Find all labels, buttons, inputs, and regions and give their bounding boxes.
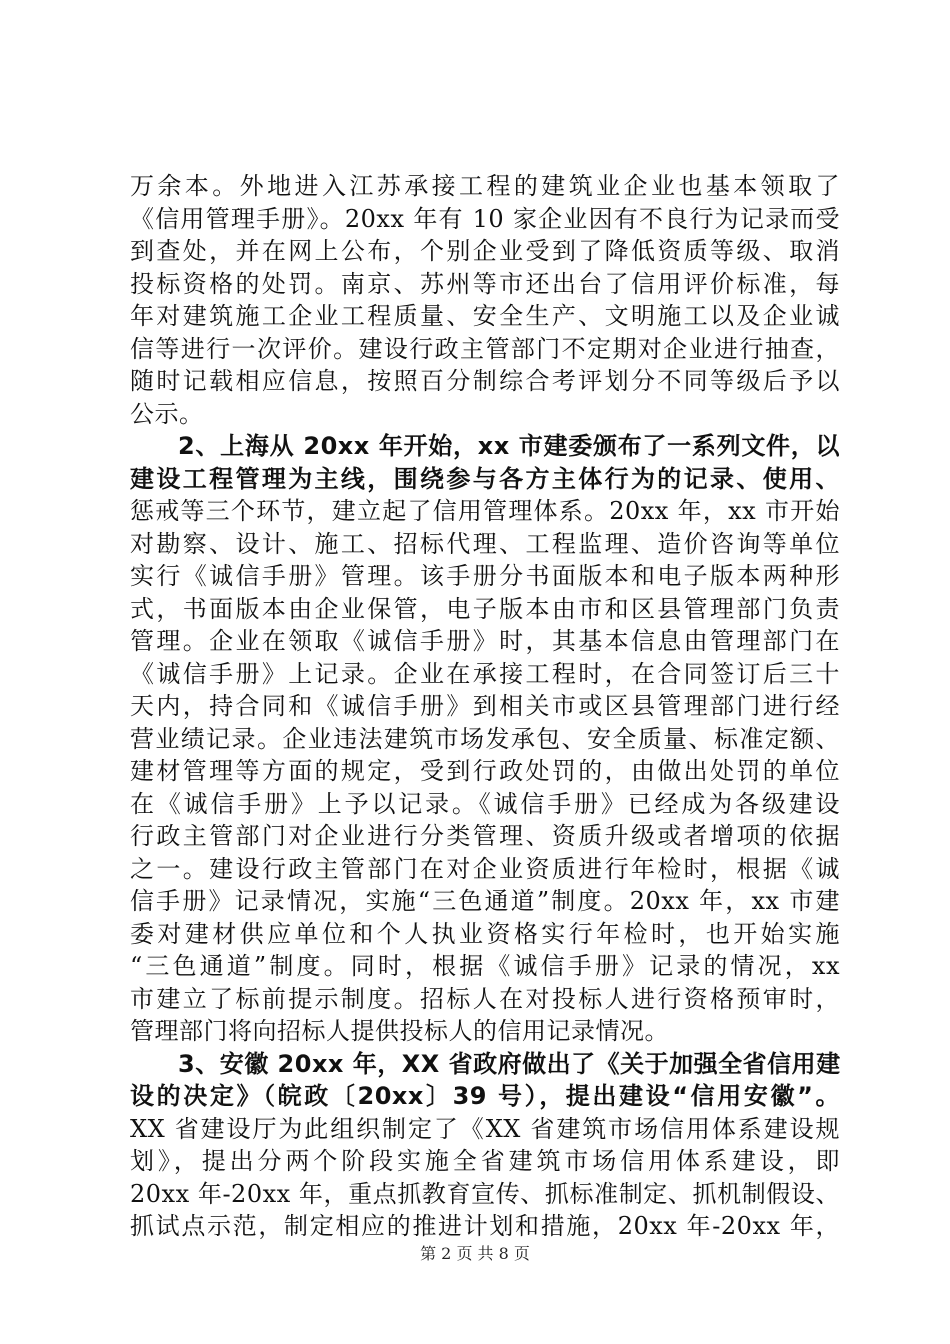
text-line: 抓试点示范，制定相应的推进计划和措施，20xx 年-20xx 年， (130, 1212, 840, 1240)
text-line: 之一。建设行政主管部门在对企业资质进行年检时，根据《诚 (130, 854, 840, 883)
section-heading-line: 3、安徽 20xx 年，XX 省政府做出了《关于加强全省信用建 (178, 1049, 841, 1078)
text-line: 20xx 年-20xx 年，重点抓教育宣传、抓标准制定、抓机制假设、 (130, 1179, 840, 1208)
section-heading-line: 设的决定》（皖政〔20xx〕39 号），提出建设“信用安徽”。 (130, 1082, 840, 1110)
document-body (130, 170, 840, 1243)
text-line: 天内，持合同和《诚信手册》到相关市或区县管理部门进行经 (130, 692, 840, 720)
section-heading-line: 建设工程管理为主线，围绕参与各方主体行为的记录、使用、 (130, 464, 840, 493)
text-line: 《诚信手册》上记录。企业在承接工程时，在合同签订后三十 (130, 659, 840, 688)
text-line: 划》，提出分两个阶段实施全省建筑市场信用体系建设，即 (130, 1147, 840, 1175)
text-line: “三色通道”制度。同时，根据《诚信手册》记录的情况，xx (130, 952, 840, 980)
text-line: 委对建材供应单位和个人执业资格实行年检时，也开始实施 (130, 919, 840, 948)
text-line: 惩戒等三个环节，建立起了信用管理体系。20xx 年，xx 市开始 (130, 497, 840, 525)
text-line: 公示。 (130, 399, 204, 428)
text-line: 式，书面版本由企业保管，电子版本由市和区县管理部门负责 (130, 594, 840, 623)
text-line: XX 省建设厅为此组织制定了《XX 省建筑市场信用体系建设规 (130, 1114, 840, 1143)
section-heading-line: 2、上海从 20xx 年开始，xx 市建委颁布了一系列文件，以 (178, 432, 840, 460)
text-line: 管理。企业在领取《诚信手册》时，其基本信息由管理部门在 (130, 627, 840, 655)
text-line: 投标资格的处罚。南京、苏州等市还出台了信用评价标准，每 (130, 269, 840, 298)
text-line: 随时记载相应信息，按照百分制综合考评划分不同等级后予以 (130, 367, 840, 395)
text-line: 《信用管理手册》。20xx 年有 10 家企业因有不良行为记录而受 (130, 204, 840, 233)
text-line: 市建立了标前提示制度。招标人在对投标人进行资格预审时， (130, 984, 840, 1013)
text-line: 信手册》记录情况，实施“三色通道”制度。20xx 年，xx 市建 (130, 887, 840, 915)
text-line: 到查处，并在网上公布，个别企业受到了降低资质等级、取消 (130, 237, 840, 265)
text-line: 信等进行一次评价。建设行政主管部门不定期对企业进行抽查， (130, 334, 840, 363)
text-line: 建材管理等方面的规定，受到行政处罚的，由做出处罚的单位 (130, 757, 840, 785)
page-footer: 第 2 页 共 8 页 (420, 1244, 530, 1263)
text-line: 对勘察、设计、施工、招标代理、工程监理、造价咨询等单位 (130, 529, 840, 558)
text-line: 营业绩记录。企业违法建筑市场发承包、安全质量、标准定额、 (130, 724, 840, 753)
text-line: 年对建筑施工企业工程质量、安全生产、文明施工以及企业诚 (130, 302, 840, 330)
text-line: 万余本。外地进入江苏承接工程的建筑业企业也基本领取了 (130, 172, 840, 200)
text-line: 管理部门将向招标人提供投标人的信用记录情况。 (130, 1017, 669, 1045)
text-line: 行政主管部门对企业进行分类管理、资质升级或者增项的依据 (130, 822, 840, 850)
text-line: 在《诚信手册》上予以记录。《诚信手册》已经成为各级建设 (130, 789, 840, 818)
text-line: 实行《诚信手册》管理。该手册分书面版本和电子版本两种形 (130, 562, 840, 590)
